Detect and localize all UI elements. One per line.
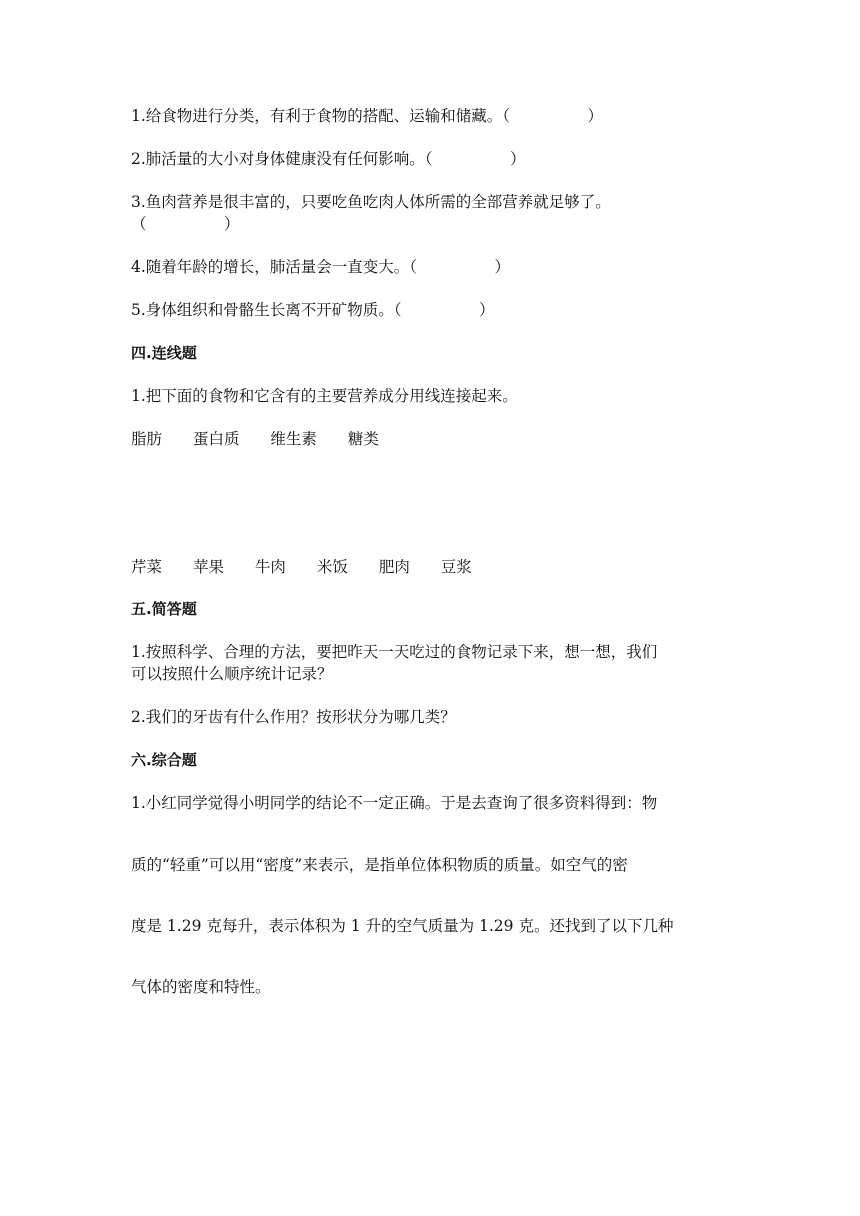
judge-question-3-continued: （ ） <box>131 215 240 233</box>
nutrient-row <box>131 429 405 449</box>
judge-question-4: 4.随着年龄的增长，肺活量会一直变大。（ ） <box>131 258 511 276</box>
comprehensive-line-1: 1.小红同学觉得小明同学的结论不一定正确。于是去查询了很多资料得到：物 <box>131 794 658 812</box>
comprehensive-line-4: 气体的密度和特性。 <box>131 978 271 996</box>
comprehensive-line-2: 质的“轻重”可以用“密度”来表示，是指单位体积物质的质量。如空气的密 <box>131 856 628 874</box>
nutrient-item: 蛋白质 <box>192 430 240 448</box>
short-answer-q1-line1: 1.按照科学、合理的方法，要把昨天一天吃过的食物记录下来，想一想，我们 <box>131 643 658 661</box>
nutrient-item: 糖类 <box>347 430 379 448</box>
short-answer-q1-line2: 可以按照什么顺序统计记录？ <box>131 665 333 683</box>
food-row <box>131 557 498 577</box>
food-item: 豆浆 <box>440 558 472 576</box>
judge-question-2: 2.肺活量的大小对身体健康没有任何影响。（ ） <box>131 150 526 168</box>
food-item: 芹菜 <box>131 558 163 576</box>
judge-question-5: 5.身体组织和骨骼生长离不开矿物质。（ ） <box>131 301 495 319</box>
section-title-short-answer: 五.简答题 <box>131 600 197 618</box>
food-item: 米饭 <box>316 558 348 576</box>
judge-question-3: 3.鱼肉营养是很丰富的，只要吃鱼吃肉人体所需的全部营养就足够了。 <box>131 193 611 211</box>
nutrient-item: 脂肪 <box>131 430 163 448</box>
nutrient-item: 维生素 <box>270 430 317 448</box>
section-title-matching: 四.连线题 <box>131 344 197 362</box>
comprehensive-line-3: 度是 1.29 克每升，表示体积为 1 升的空气质量为 1.29 克。还找到了以下几种 <box>131 917 674 935</box>
section-title-comprehensive: 六.综合题 <box>131 751 197 769</box>
food-item: 苹果 <box>192 558 224 576</box>
food-item: 肥肉 <box>378 558 410 576</box>
judge-question-1: 1.给食物进行分类，有利于食物的搭配、运输和储藏。（ ） <box>131 107 604 125</box>
matching-question: 1.把下面的食物和它含有的主要营养成分用线连接起来。 <box>131 387 518 405</box>
short-answer-q2: 2.我们的牙齿有什么作用？按形状分为哪几类？ <box>131 708 456 726</box>
food-item: 牛肉 <box>254 558 286 576</box>
